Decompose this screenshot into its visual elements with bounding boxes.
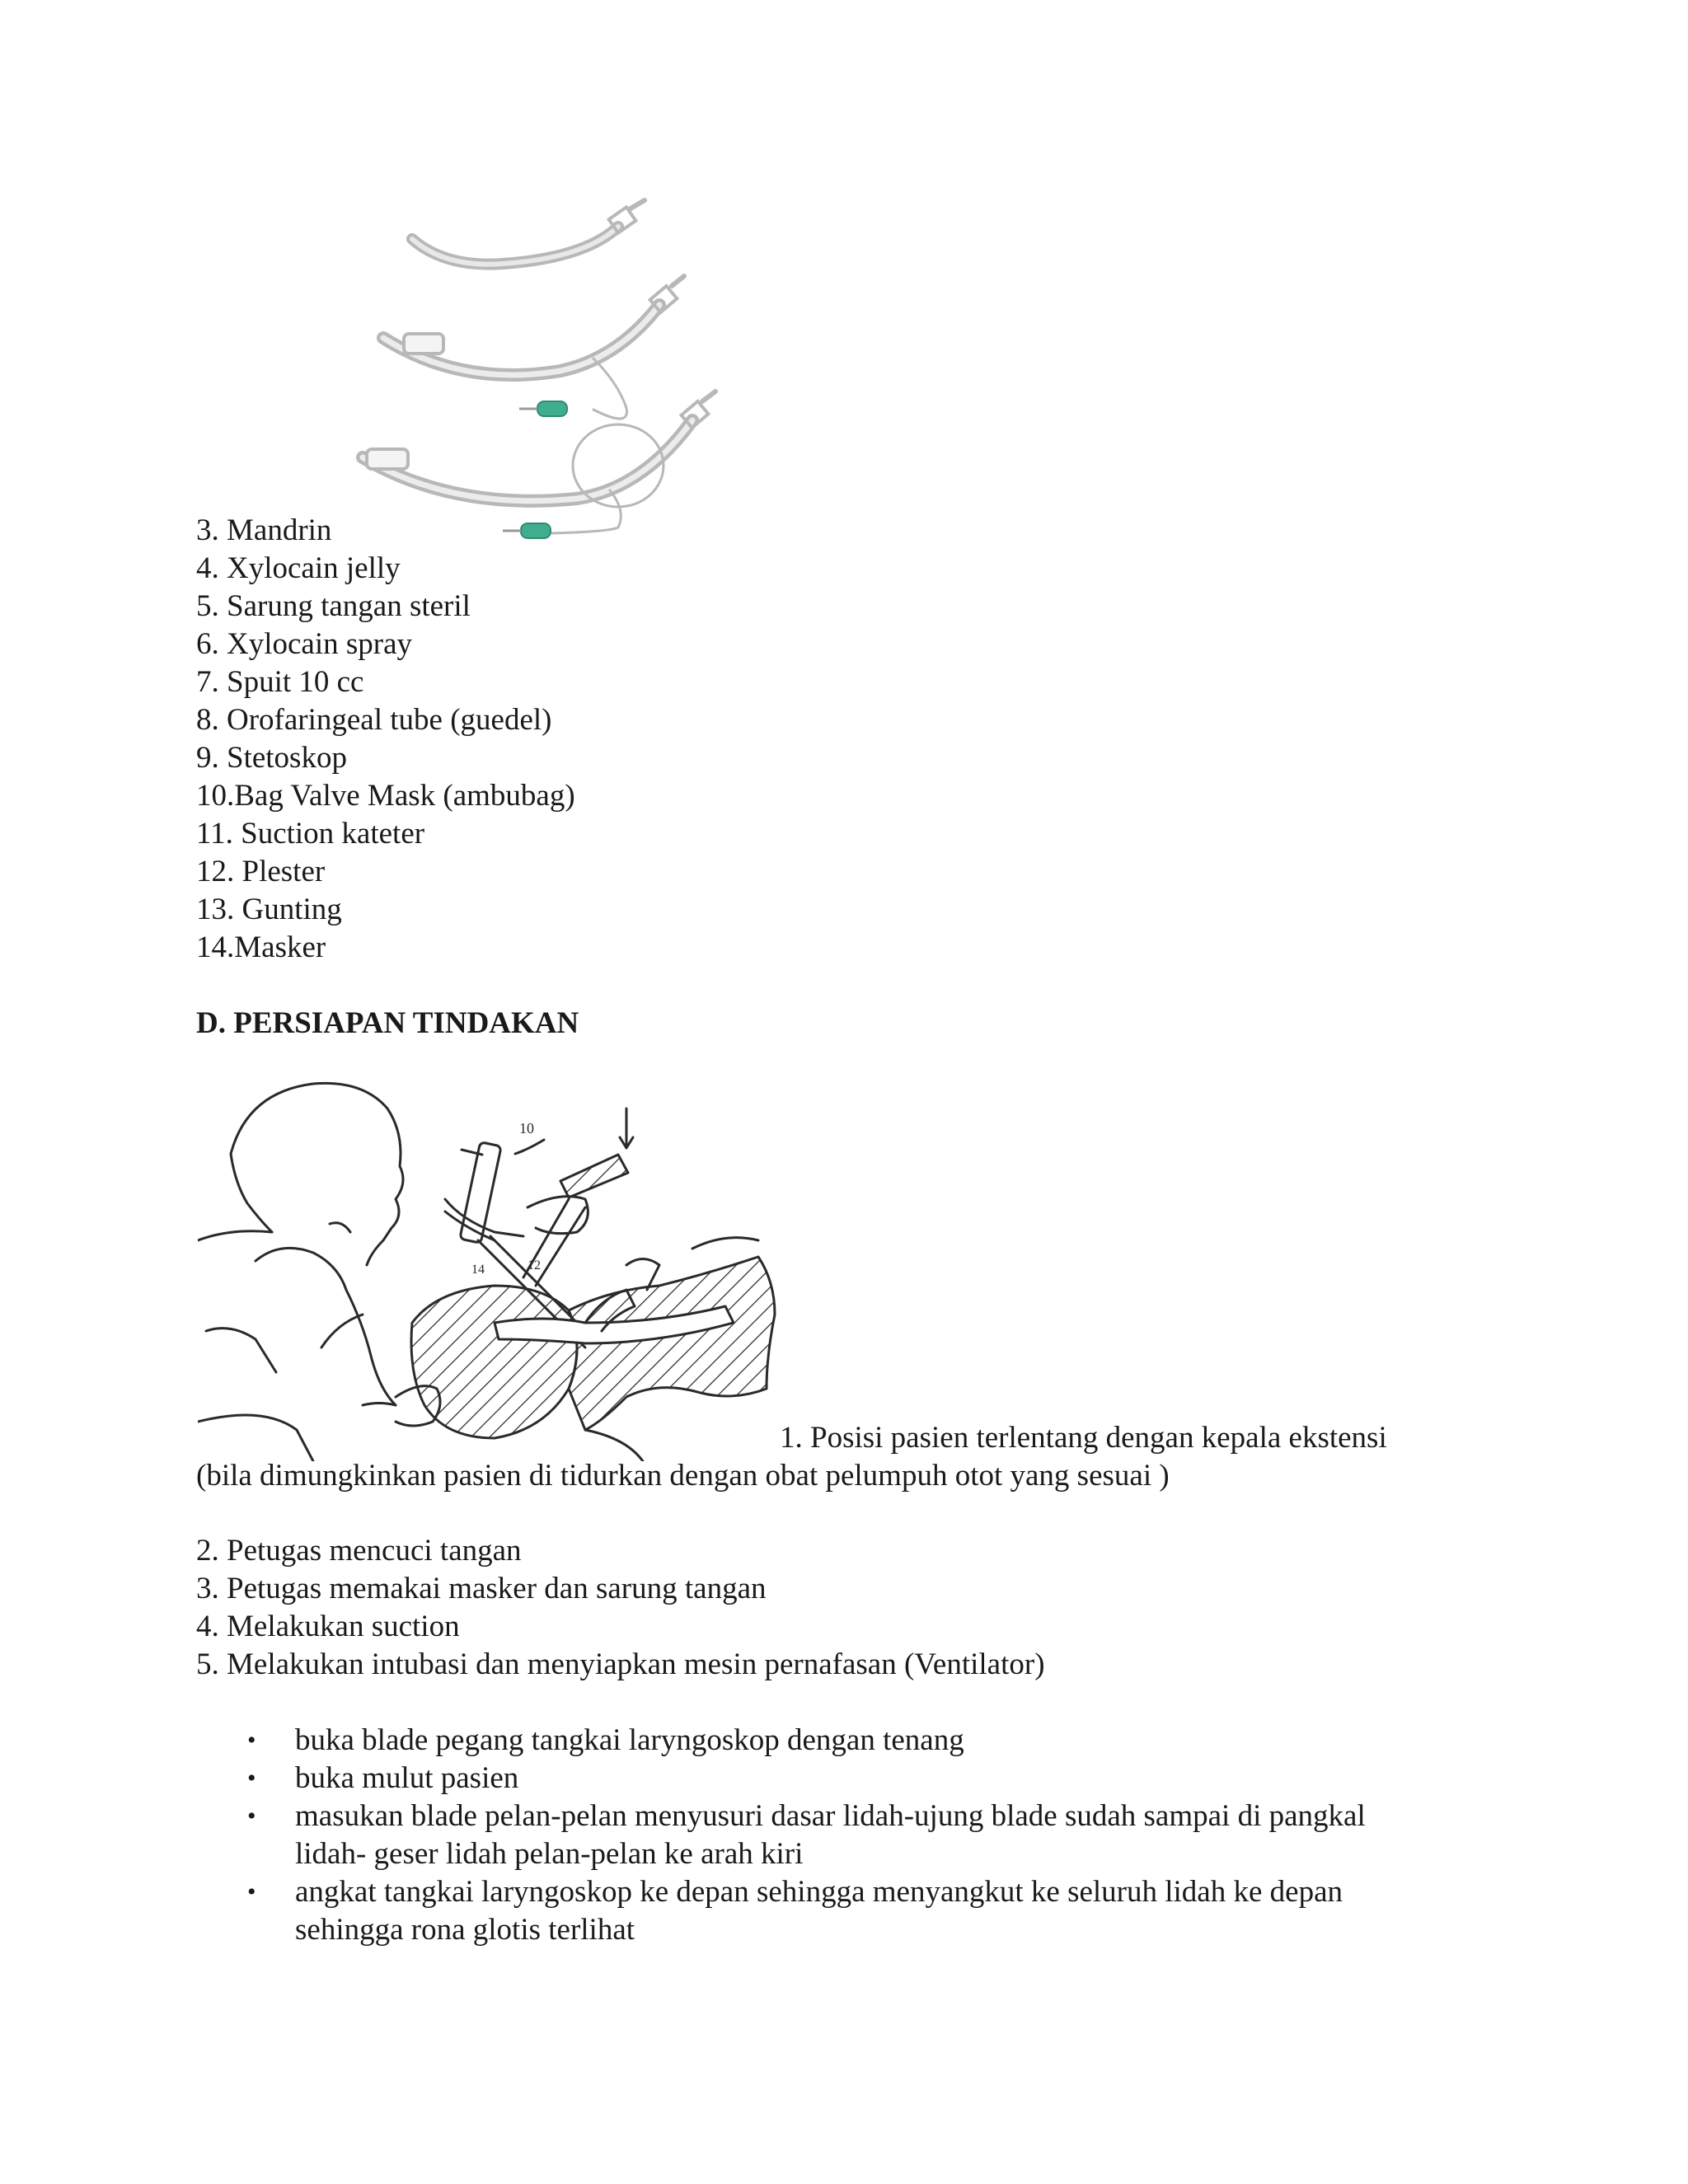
- step-1-line-2: (bila dimungkinkan pasien di tidurkan dengan obat pelumpuh otot yang sesuai ): [196, 1459, 1170, 1493]
- equipment-item-9: 9. Stetoskop: [196, 741, 347, 775]
- bullet-marker: •: [247, 1727, 256, 1754]
- intubation-diagram: [198, 1076, 783, 1461]
- diagram-label-10: 10: [519, 1120, 534, 1137]
- step-3: 3. Petugas memakai masker dan sarung tangan: [196, 1572, 767, 1605]
- bullet-2-line-1: buka mulut pasien: [295, 1761, 519, 1795]
- diagram-label-14: 14: [471, 1263, 485, 1277]
- equipment-item-7: 7. Spuit 10 cc: [196, 665, 364, 699]
- equipment-item-10: 10.Bag Valve Mask (ambubag): [196, 779, 575, 813]
- bullet-4-line-2: sehingga rona glotis terlihat: [295, 1913, 635, 1947]
- equipment-item-14: 14.Masker: [196, 930, 326, 964]
- step-2: 2. Petugas mencuci tangan: [196, 1534, 522, 1568]
- equipment-item-4: 4. Xylocain jelly: [196, 551, 401, 585]
- bullet-marker: •: [247, 1765, 256, 1792]
- equipment-item-6: 6. Xylocain spray: [196, 627, 413, 661]
- bullet-3-line-2: lidah- geser lidah pelan-pelan ke arah kiri: [295, 1837, 804, 1871]
- section-heading: D. PERSIAPAN TINDAKAN: [196, 1006, 579, 1040]
- bullet-marker: •: [247, 1878, 256, 1905]
- bullet-4-line-1: angkat tangkai laryngoskop ke depan sehingga menyangkut ke seluruh lidah ke depan: [295, 1875, 1343, 1909]
- endotracheal-tubes-illustration: [346, 194, 742, 556]
- step-1-line-1: 1. Posisi pasien terlentang dengan kepala ekstensi: [780, 1421, 1387, 1455]
- equipment-item-5: 5. Sarung tangan steril: [196, 589, 471, 623]
- diagram-label-12: 12: [528, 1258, 541, 1272]
- step-4: 4. Melakukan suction: [196, 1610, 460, 1643]
- equipment-item-3: 3. Mandrin: [196, 513, 332, 547]
- equipment-item-8: 8. Orofaringeal tube (guedel): [196, 703, 552, 737]
- bullet-1-line-1: buka blade pegang tangkai laryngoskop dengan tenang: [295, 1723, 964, 1757]
- equipment-item-13: 13. Gunting: [196, 893, 342, 926]
- bullet-3-line-1: masukan blade pelan-pelan menyusuri dasar lidah-ujung blade sudah sampai di pangkal: [295, 1799, 1366, 1833]
- step-5: 5. Melakukan intubasi dan menyiapkan mesin pernafasan (Ventilator): [196, 1647, 1045, 1681]
- equipment-item-11: 11. Suction kateter: [196, 817, 425, 851]
- bullet-marker: •: [247, 1802, 256, 1830]
- equipment-item-12: 12. Plester: [196, 855, 326, 888]
